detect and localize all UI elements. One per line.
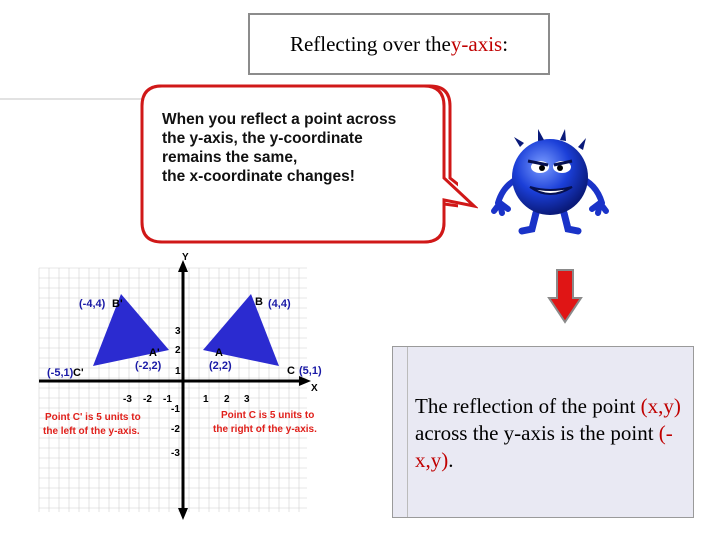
y-tick-label: -2 [171,424,180,435]
rule-box [392,346,694,518]
title-highlight: y-axis [450,31,503,56]
point-a-prime-coord: (-2,2) [135,360,162,372]
point-c-prime-coord: (-5,1) [47,367,74,379]
y-tick-label: -3 [171,448,180,459]
rule-formula-original: (x,y) [640,394,681,418]
point-b-prime-coord: (-4,4) [79,298,106,310]
title-suffix: : [502,31,509,56]
title-prefix: Reflecting over the [289,31,451,56]
x-axis-label: X [311,383,318,394]
rule-text-part: across the y-axis is the point [415,421,659,445]
y-tick-label: 1 [175,366,181,377]
point-a-prime-label: A' [149,347,160,359]
y-tick-label: 3 [175,326,181,337]
divider-line [0,98,150,100]
x-tick-label: 1 [203,394,209,405]
x-tick-label: 2 [224,394,230,405]
bubble-line: When you reflect a point across [162,111,397,128]
blue-monster-icon [490,125,610,235]
rule-box-bar [393,347,408,517]
bubble-line: the x-coordinate changes! [162,168,355,185]
rule-text [415,393,690,474]
y-tick-label: 2 [175,345,181,356]
x-tick-label: -2 [143,394,152,405]
down-arrow-icon [547,268,583,326]
point-a-label: A [215,347,223,359]
y-axis-arrow-bottom [178,508,188,520]
bubble-text [162,110,447,186]
note-left-line: Point C' is 5 units to [45,412,141,423]
x-axis-arrow [299,376,311,386]
x-tick-label: 3 [244,394,250,405]
rule-formula-reflected: (-x,y) [415,421,673,472]
x-tick-label: -1 [163,394,172,405]
bubble-line: the y-axis, the y-coordinate [162,130,363,147]
point-c-coord: (5,1) [299,365,322,377]
y-tick-label: -1 [171,404,180,415]
point-b-label: B [255,296,263,308]
point-a-coord: (2,2) [209,360,232,372]
note-left-line: the left of the y-axis. [43,426,140,437]
point-b-prime-label: B' [112,298,123,310]
coordinate-graph [35,250,335,522]
note-right-line: the right of the y-axis. [213,424,317,435]
rule-text-part: The reflection of the point [415,394,641,418]
slide-title [248,13,550,75]
point-b-coord: (4,4) [268,298,291,310]
rule-text-part: . [448,448,454,472]
bubble-line: remains the same, [162,149,298,166]
y-axis-label: Y [182,252,189,263]
point-c-label: C [287,365,295,377]
x-tick-label: -3 [123,394,132,405]
point-c-prime-label: C' [73,367,84,379]
note-right-line: Point C is 5 units to [221,410,315,421]
